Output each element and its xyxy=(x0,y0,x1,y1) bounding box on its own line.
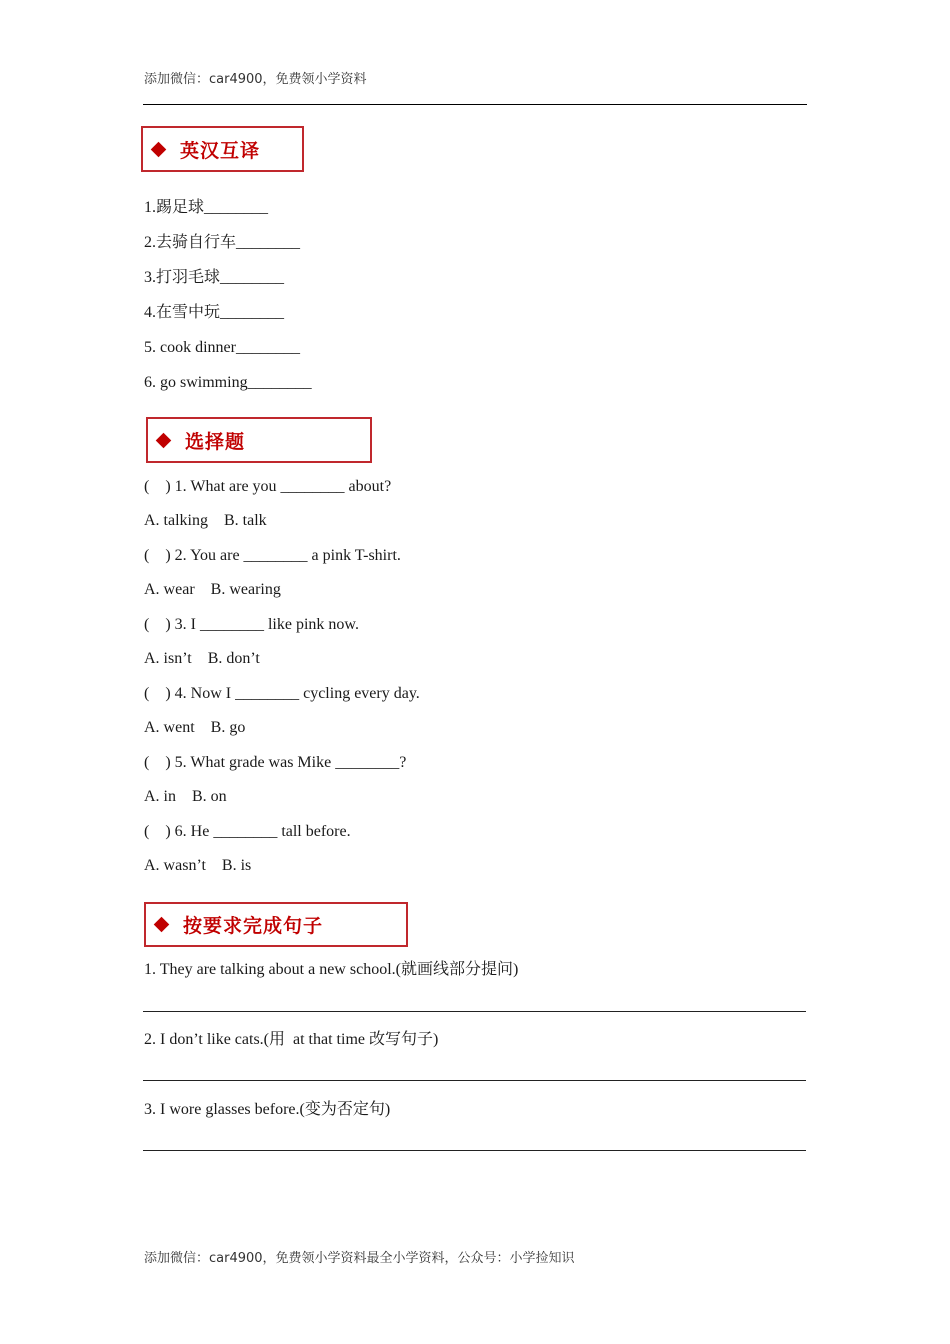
translate-item-6: 6. go swimming________ xyxy=(144,374,312,391)
section-title: 按要求完成句子 xyxy=(183,915,324,937)
translate-item-4: 4.在雪中玩________ xyxy=(144,304,285,321)
choice-options-5: A. in B. on xyxy=(144,788,227,805)
choice-options-4: A. went B. go xyxy=(144,719,246,736)
section-title: 英汉互译 xyxy=(180,139,261,162)
choice-options-2: A. wear B. wearing xyxy=(144,581,281,598)
header-note: 添加微信：car4900，免费领小学资料 xyxy=(144,72,367,87)
choice-question-5: ( ) 5. What grade was Mike ________? xyxy=(144,754,407,771)
choice-question-4: ( ) 4. Now I ________ cycling every day. xyxy=(144,685,420,702)
section-rewrite-header xyxy=(144,902,408,947)
diamond-icon xyxy=(156,432,172,448)
rewrite-item-2: 2. I don’t like cats.(用 at that time 改写句子) xyxy=(144,1031,439,1048)
translate-item-2: 2.去骑自行车________ xyxy=(144,234,301,251)
choice-question-6: ( ) 6. He ________ tall before. xyxy=(144,823,351,840)
translate-item-5: 5. cook dinner________ xyxy=(144,339,300,356)
translate-item-3: 3.打羽毛球________ xyxy=(144,269,285,286)
answer-line-2 xyxy=(143,1080,806,1081)
choice-question-3: ( ) 3. I ________ like pink now. xyxy=(144,616,359,633)
footer-note: 添加微信：car4900，免费领小学资料最全小学资料，公众号：小学捡知识 xyxy=(144,1251,575,1266)
choice-options-3: A. isn’t B. don’t xyxy=(144,650,260,667)
answer-line-3 xyxy=(143,1150,806,1151)
rewrite-item-3: 3. I wore glasses before.(变为否定句) xyxy=(144,1101,391,1118)
header-divider xyxy=(143,104,807,105)
section-translate-header xyxy=(141,126,304,172)
section-choice-header xyxy=(146,417,372,463)
diamond-icon xyxy=(151,141,167,157)
choice-question-2: ( ) 2. You are ________ a pink T-shirt. xyxy=(144,547,401,564)
section-title: 选择题 xyxy=(185,430,246,453)
choice-question-1: ( ) 1. What are you ________ about? xyxy=(144,478,392,495)
diamond-icon xyxy=(154,917,170,933)
translate-item-1: 1.踢足球________ xyxy=(144,199,269,216)
answer-line-1 xyxy=(143,1011,806,1012)
choice-options-6: A. wasn’t B. is xyxy=(144,857,252,874)
rewrite-item-1: 1. They are talking about a new school.(就画线部分提问) xyxy=(144,961,519,978)
choice-options-1: A. talking B. talk xyxy=(144,512,267,529)
